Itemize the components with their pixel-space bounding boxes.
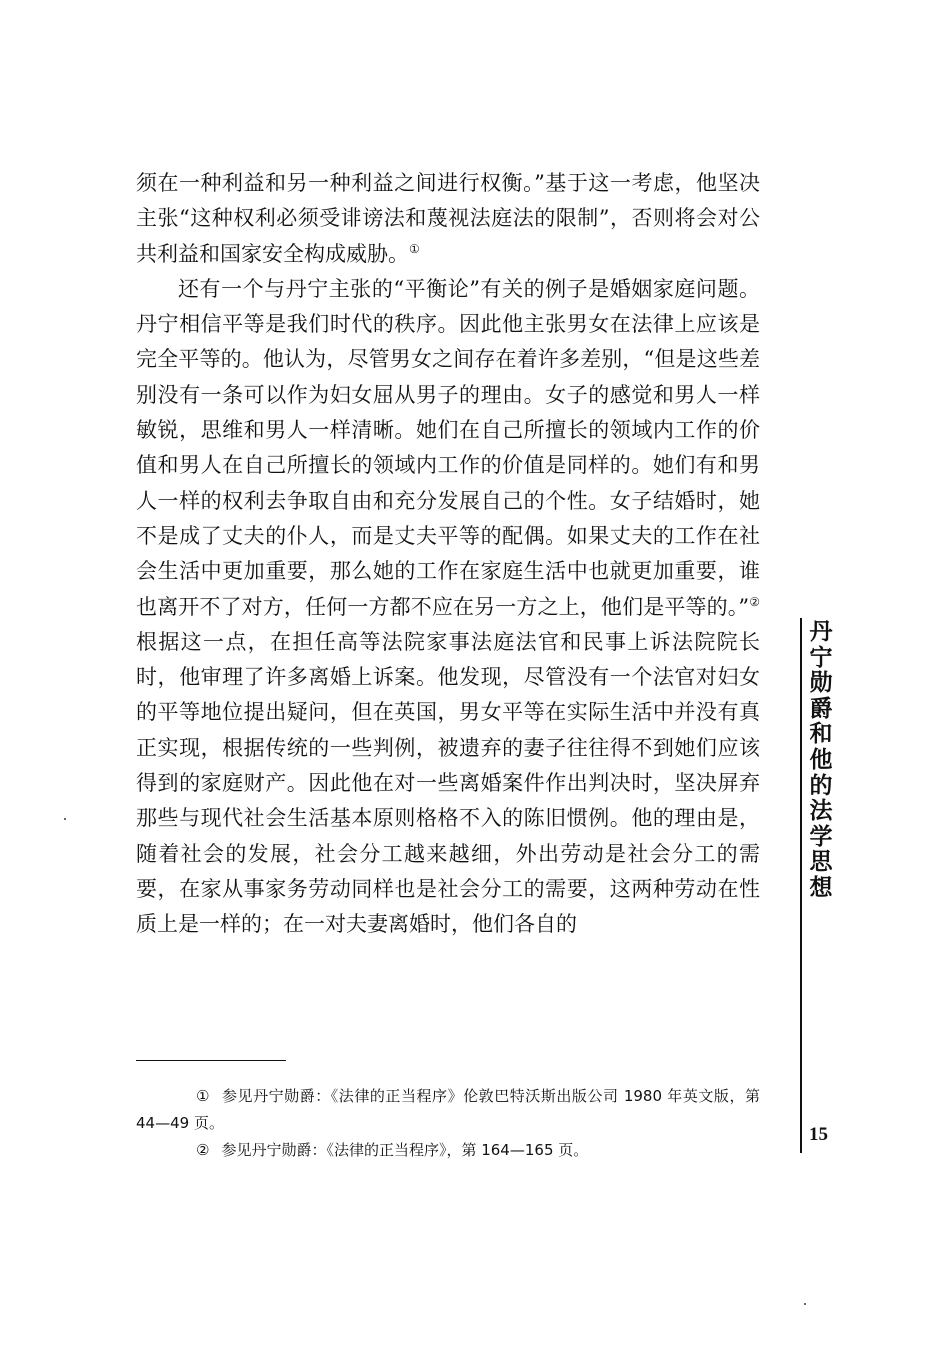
running-title: 丹宁勋爵和他的法学思想: [809, 619, 833, 901]
footnote-1-mark: ①: [196, 1087, 210, 1105]
scan-speck: [804, 1303, 806, 1305]
footnote-ref-1: ①: [409, 241, 420, 256]
sidebar-rule: [800, 618, 802, 1153]
body-text: [136, 166, 760, 943]
paragraph-2-text-part-1: 还有一个与丹宁主张的“平衡论”有关的例子是婚姻家庭问题。丹宁相信平等是我们时代的秩序。因此他主张男女在法律上应该是完全平等的。他认为，尽管男女之间存在着许多差别，“但是这些差别没有一条可以作为妇女屈从男子的理由。女子的感觉和男人一样敏锐，思维和男人一样清晰。她们在自己所擅长的领域内工作的价值和男人在自己所擅长的领域内工作的价值是同样的。她们有和男人一样的权利去争取自由和充分发展自己的个性。女子结婚时，她不是成了丈夫的仆人，而是丈夫平等的配偶。如果丈夫的工作在社会生活中更加重要，那么她的工作在家庭生活中也就更加重要，谁也离开不了对方，任何一方都不应在另一方之上，他们是平等的。”: [136, 276, 760, 619]
footnotes: [136, 1083, 760, 1164]
scan-speck: [64, 818, 66, 820]
footnote-2-text: 参见丹宁勋爵：《法律的正当程序》，第 164—165 页。: [221, 1141, 589, 1159]
page-number: 15: [809, 1124, 828, 1145]
paragraph-1: [136, 166, 760, 272]
footnote-1: [136, 1083, 760, 1137]
paragraph-2: [136, 272, 760, 943]
footnote-2-mark: ②: [196, 1141, 210, 1159]
paragraph-2-text-part-2: 根据这一点，在担任高等法院家事法庭法官和民事上诉法院院长时，他审理了许多离婚上诉案。他发现，尽管没有一个法官对妇女的平等地位提出疑问，但在英国，男女平等在实际生活中并没有真正实现，根据传统的一些判例，被遗弃的妻子往往得不到她们应该得到的家庭财产。因此他在对一些离婚案件作出判决时，坚决屏弃那些与现代社会生活基本原则格格不入的陈旧惯例。他的理由是，随着社会的发展，社会分工越来越细，外出劳动是社会分工的需要，在家从事家务劳动同样也是社会分工的需要，这两种劳动在性质上是一样的；在一对夫妻离婚时，他们各自的: [136, 629, 760, 937]
footnote-1-text: 参见丹宁勋爵：《法律的正当程序》伦敦巴特沃斯出版公司 1980 年英文版，第 44—49 页。: [136, 1087, 760, 1132]
footnote-separator: [136, 1060, 286, 1061]
footnote-ref-2: ②: [749, 594, 761, 609]
footnote-2: [136, 1137, 760, 1164]
paragraph-1-text: 须在一种利益和另一种利益之间进行权衡。”基于这一考虑，他坚决主张“这种权利必须受诽谤法和蔑视法庭法的限制”，否则将会对公共利益和国家安全构成威胁。: [136, 171, 760, 266]
